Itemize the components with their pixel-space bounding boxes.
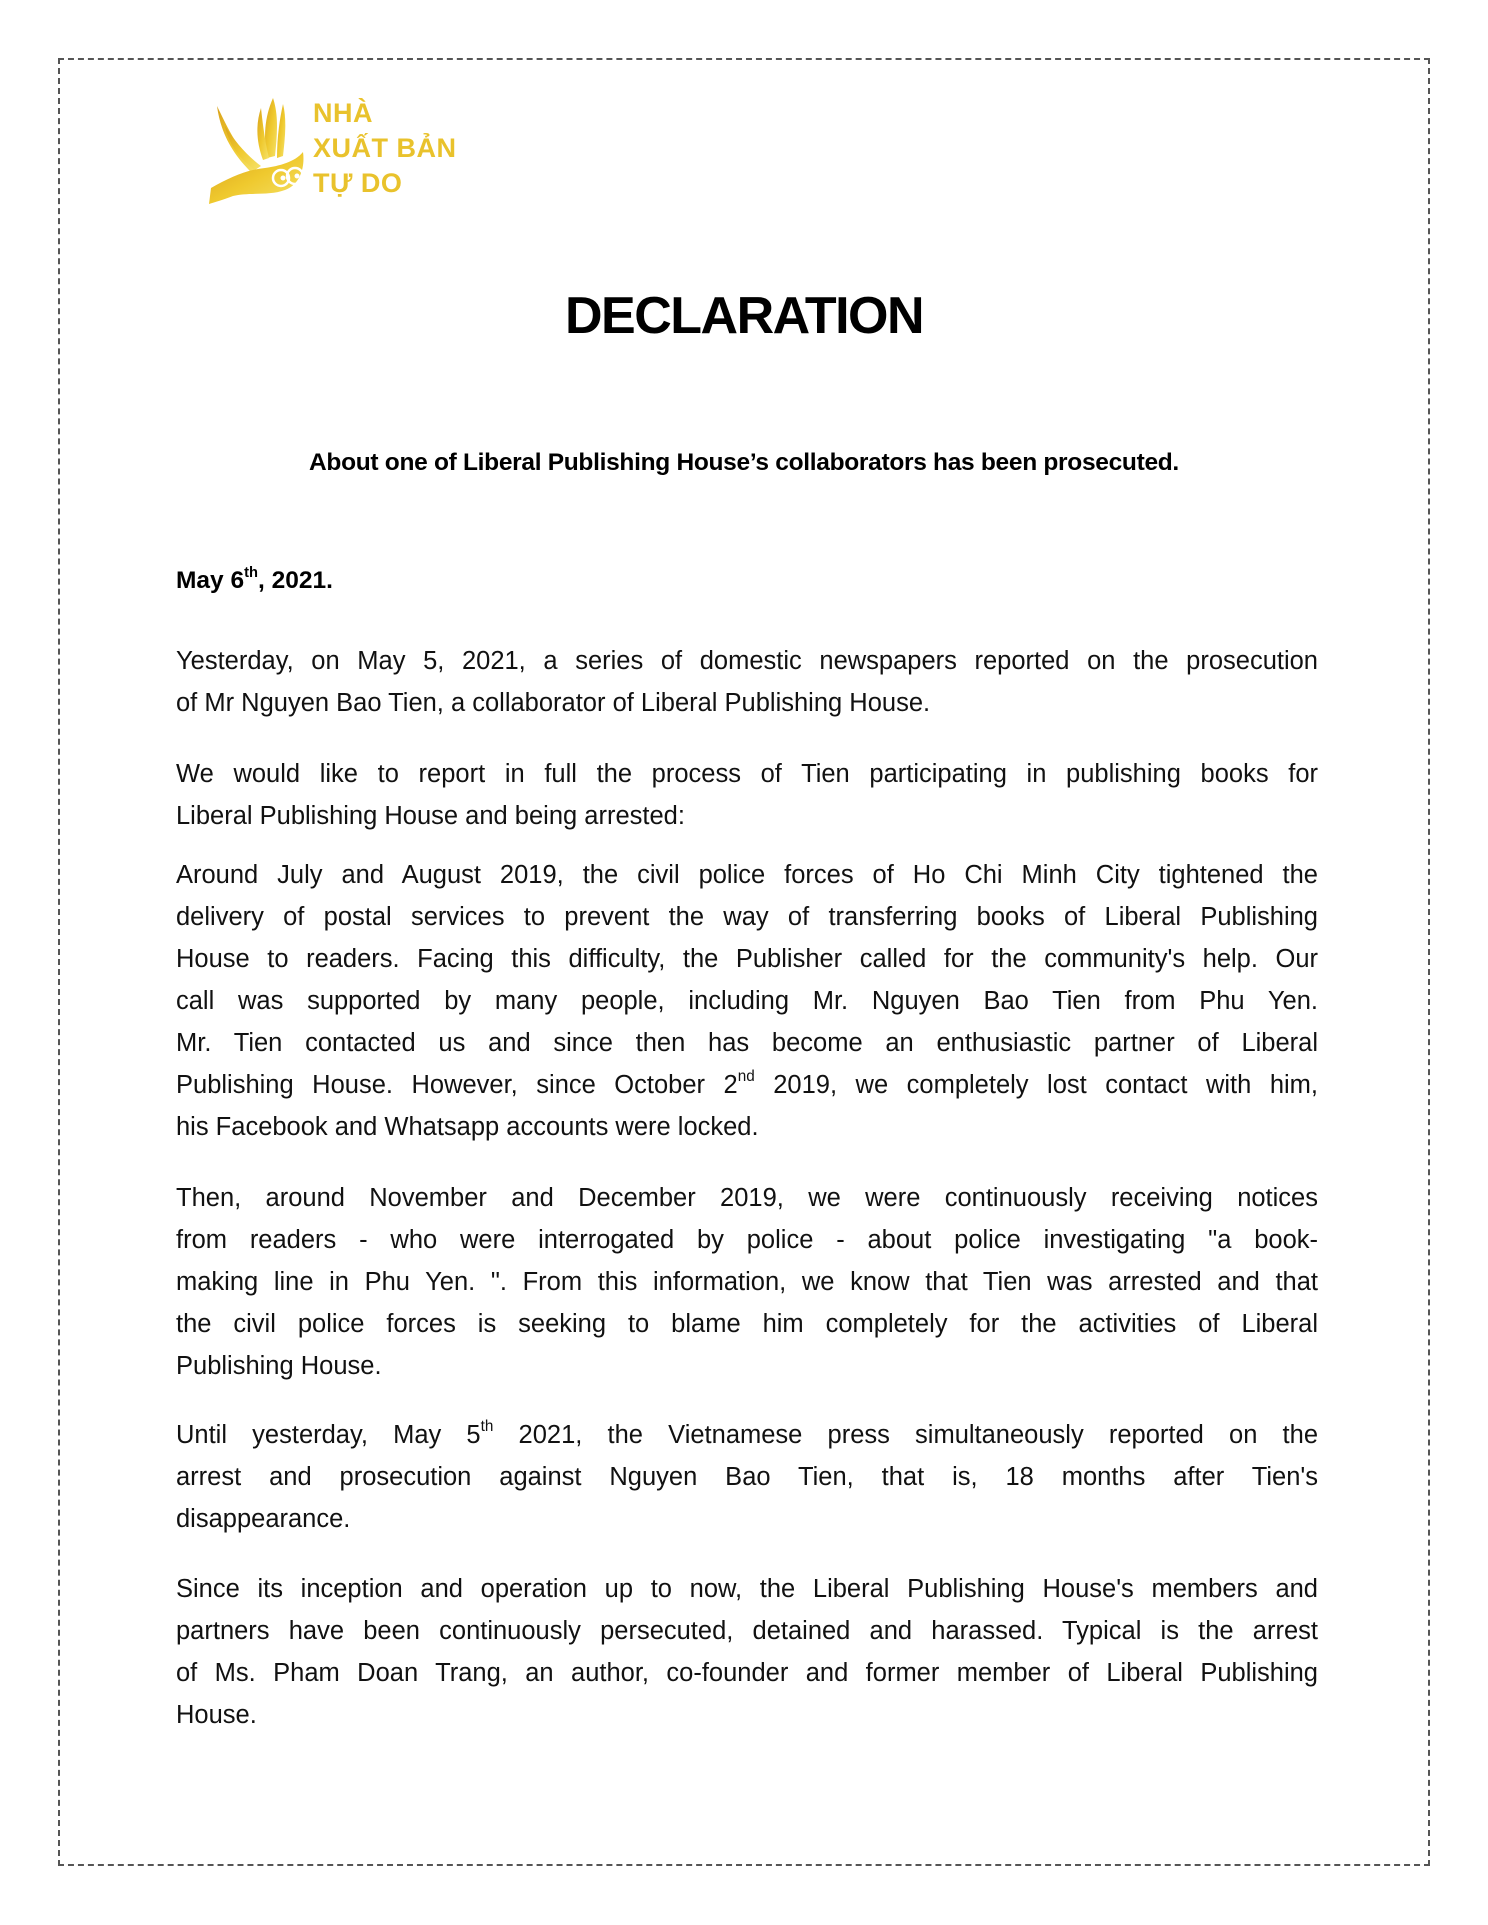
- paragraph-line: House.: [176, 1701, 257, 1729]
- paragraph-line: Then, around November and December 2019, we were continuously receiving notices: [176, 1184, 1318, 1212]
- ordinal-suffix: nd: [737, 1068, 755, 1086]
- paragraph-line: of Ms. Pham Doan Trang, an author, co-founder and former member of Liberal Publishing: [176, 1659, 1318, 1687]
- logo-line: NHÀ: [313, 98, 373, 128]
- line-text: Until yesterday, May 5: [176, 1421, 481, 1449]
- document-subtitle: About one of Liberal Publishing House’s collaborators has been prosecuted.: [309, 449, 1179, 476]
- date-year: , 2021.: [257, 567, 333, 594]
- logo-line: XUẤT BẢN: [313, 133, 457, 163]
- line-text: 2019, we completely lost contact with him,: [754, 1071, 1318, 1099]
- paragraph: [176, 640, 1318, 724]
- paragraph-line: from readers - who were interrogated by police - about police investigating "a book-: [176, 1226, 1318, 1254]
- paragraph-line: We would like to report in full the process of Tien participating in publishing books for: [176, 760, 1318, 788]
- document-title: DECLARATION: [564, 287, 924, 345]
- paragraph-line: Mr. Tien contacted us and since then has become an enthusiastic partner of Liberal: [176, 1029, 1318, 1057]
- ordinal-suffix: th: [480, 1418, 494, 1436]
- paragraph-line: House to readers. Facing this difficulty, the Publisher called for the community's help. Our: [176, 945, 1318, 973]
- paragraph: [176, 1177, 1318, 1387]
- paragraph-line: delivery of postal services to prevent the way of transferring books of Liberal Publishing: [176, 903, 1318, 931]
- owl-logo-icon: [205, 96, 310, 208]
- paragraph-line: Liberal Publishing House and being arrested:: [176, 802, 685, 830]
- paragraph-line: Around July and August 2019, the civil police forces of Ho Chi Minh City tightened the: [176, 861, 1318, 889]
- line-text: 2021, the Vietnamese press simultaneously reported on the: [493, 1421, 1318, 1449]
- paragraph: [176, 1414, 1318, 1540]
- paragraph-line: arrest and prosecution against Nguyen Bao Tien, that is, 18 months after Tien's: [176, 1463, 1318, 1491]
- paragraph-line: his Facebook and Whatsapp accounts were locked.: [176, 1113, 759, 1141]
- paragraph-line: [176, 1414, 1318, 1456]
- paragraph-line: call was supported by many people, including Mr. Nguyen Bao Tien from Phu Yen.: [176, 987, 1318, 1015]
- paragraph: [176, 753, 1318, 837]
- paragraph-line: [176, 1064, 1318, 1106]
- logo-wordmark: [313, 96, 457, 201]
- paragraph: [176, 1568, 1318, 1736]
- logo-line: TỰ DO: [313, 168, 403, 198]
- paragraph-line: the civil police forces is seeking to blame him completely for the activities of Liberal: [176, 1310, 1318, 1338]
- paragraph-line: making line in Phu Yen. ". From this information, we know that Tien was arrested and that: [176, 1268, 1318, 1296]
- paragraph-line: disappearance.: [176, 1505, 351, 1533]
- paragraph-line: Yesterday, on May 5, 2021, a series of domestic newspapers reported on the prosecution: [176, 647, 1318, 675]
- line-text: Publishing House. However, since October 2: [176, 1071, 738, 1099]
- paragraph: [176, 854, 1318, 1148]
- paragraph-line: Since its inception and operation up to now, the Liberal Publishing House's members and: [176, 1575, 1318, 1603]
- paragraph-line: Publishing House.: [176, 1352, 382, 1380]
- paragraph-line: partners have been continuously persecuted, detained and harassed. Typical is the arrest: [176, 1617, 1318, 1645]
- date-ordinal: th: [244, 564, 258, 581]
- publisher-logo: [205, 96, 495, 211]
- paragraph-line: of Mr Nguyen Bao Tien, a collaborator of Liberal Publishing House.: [176, 689, 931, 717]
- document-date: [176, 566, 333, 596]
- date-main: May 6: [176, 567, 245, 594]
